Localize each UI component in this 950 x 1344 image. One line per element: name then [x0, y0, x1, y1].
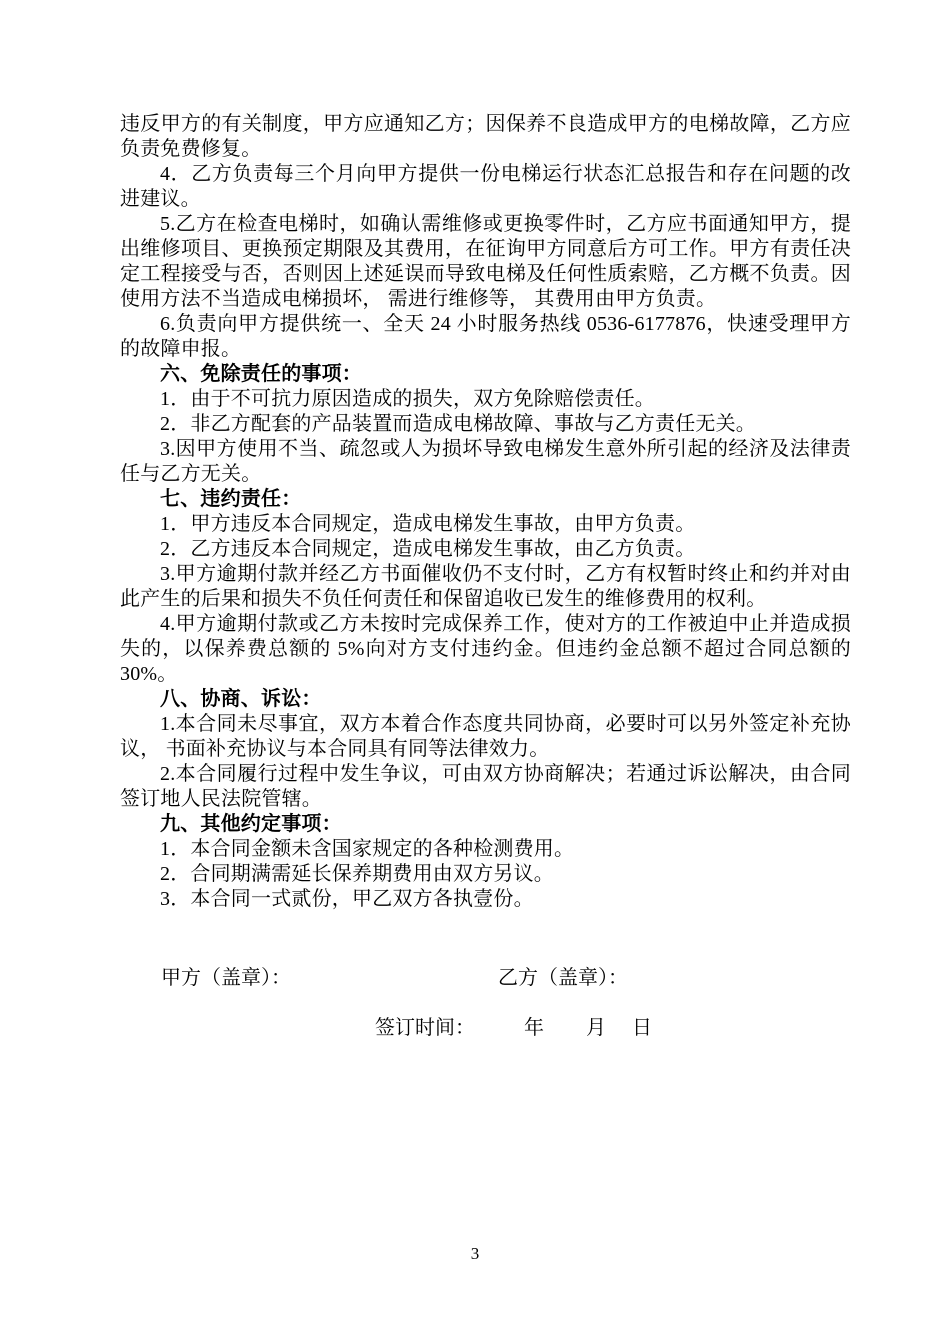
- contract-paragraph: 1.本合同未尽事宜，双方本着合作态度共同协商，必要时可以另外签定补充协议， 书面补充协议与本合同具有同等法律效力。: [120, 713, 851, 760]
- contract-paragraph: 1．甲方违反本合同规定，造成电梯发生事故，由甲方负责。: [160, 513, 696, 535]
- contract-paragraph: 2．合同期满需延长保养期费用由双方另议。: [160, 863, 554, 885]
- contract-paragraph: 2．非乙方配套的产品装置而造成电梯故障、事故与乙方责任无关。: [160, 413, 756, 435]
- contract-paragraph: 2．乙方违反本合同规定，造成电梯发生事故，由乙方负责。: [160, 538, 696, 560]
- contract-paragraph: 5.乙方在检查电梯时，如确认需维修或更换零件时，乙方应书面通知甲方，提出维修项目、更换预定期限及其费用，在征询甲方同意后方可工作。甲方有责任决定工程接受与否，否则因上述延误而导致电梯及任何性质索赔，乙方概不负责。因使用方法不当造成电梯损坏， 需进行维修等， 其费用由甲方负责。: [120, 213, 851, 310]
- contract-paragraph: 3.甲方逾期付款并经乙方书面催收仍不支付时，乙方有权暂时终止和约并对由此产生的后果和损失不负任何责任和保留追收已发生的维修费用的权利。: [120, 563, 851, 610]
- section-heading-negotiation-litigation: 八、协商、诉讼：: [160, 688, 322, 710]
- page-number: 3: [470, 1244, 480, 1263]
- month-label: 月: [586, 1017, 606, 1039]
- contract-body: [120, 112, 851, 1041]
- year-label: 年: [524, 1017, 544, 1039]
- contract-paragraph: 1．本合同金额未含国家规定的各种检测费用。: [160, 838, 575, 860]
- contract-paragraph: 6.负责向甲方提供统一、全天 24 小时服务热线 0536-6177876，快速受理甲方的故障申报。: [120, 313, 851, 360]
- section-heading-other-terms: 九、其他约定事项：: [160, 813, 342, 835]
- contract-paragraph: 4.甲方逾期付款或乙方未按时完成保养工作，使对方的工作被迫中止并造成损失的，以保养费总额的 5%向对方支付违约金。但违约金总额不超过合同总额的 30%。: [120, 613, 851, 685]
- signature-row: [120, 966, 851, 991]
- contract-paragraph: 2.本合同履行过程中发生争议，可由双方协商解决；若通过诉讼解决，由合同签订地人民法院管辖。: [120, 763, 851, 810]
- contract-paragraph: 3.因甲方使用不当、疏忽或人为损坏导致电梯发生意外所引起的经济及法律责任与乙方无关。: [120, 438, 851, 485]
- contract-paragraph: 违反甲方的有关制度，甲方应通知乙方；因保养不良造成甲方的电梯故障，乙方应负责免费修复。: [120, 113, 851, 160]
- contract-paragraph: 4．乙方负责每三个月向甲方提供一份电梯运行状态汇总报告和存在问题的改进建议。: [120, 163, 851, 210]
- section-heading-breach-liability: 七、违约责任：: [160, 488, 302, 510]
- party-a-seal-label: 甲方（盖章）：: [161, 967, 291, 989]
- day-label: 日: [632, 1017, 652, 1039]
- party-b-seal-label: 乙方（盖章）：: [498, 967, 628, 989]
- section-heading-exemption: 六、免除责任的事项：: [160, 363, 362, 385]
- sign-date-label: 签订时间：: [375, 1017, 475, 1039]
- contract-paragraph: 3．本合同一式贰份，甲乙双方各执壹份。: [160, 888, 534, 910]
- sign-date-row: [120, 1016, 851, 1041]
- contract-paragraph: 1．由于不可抗力原因造成的损失，双方免除赔偿责任。: [160, 388, 655, 410]
